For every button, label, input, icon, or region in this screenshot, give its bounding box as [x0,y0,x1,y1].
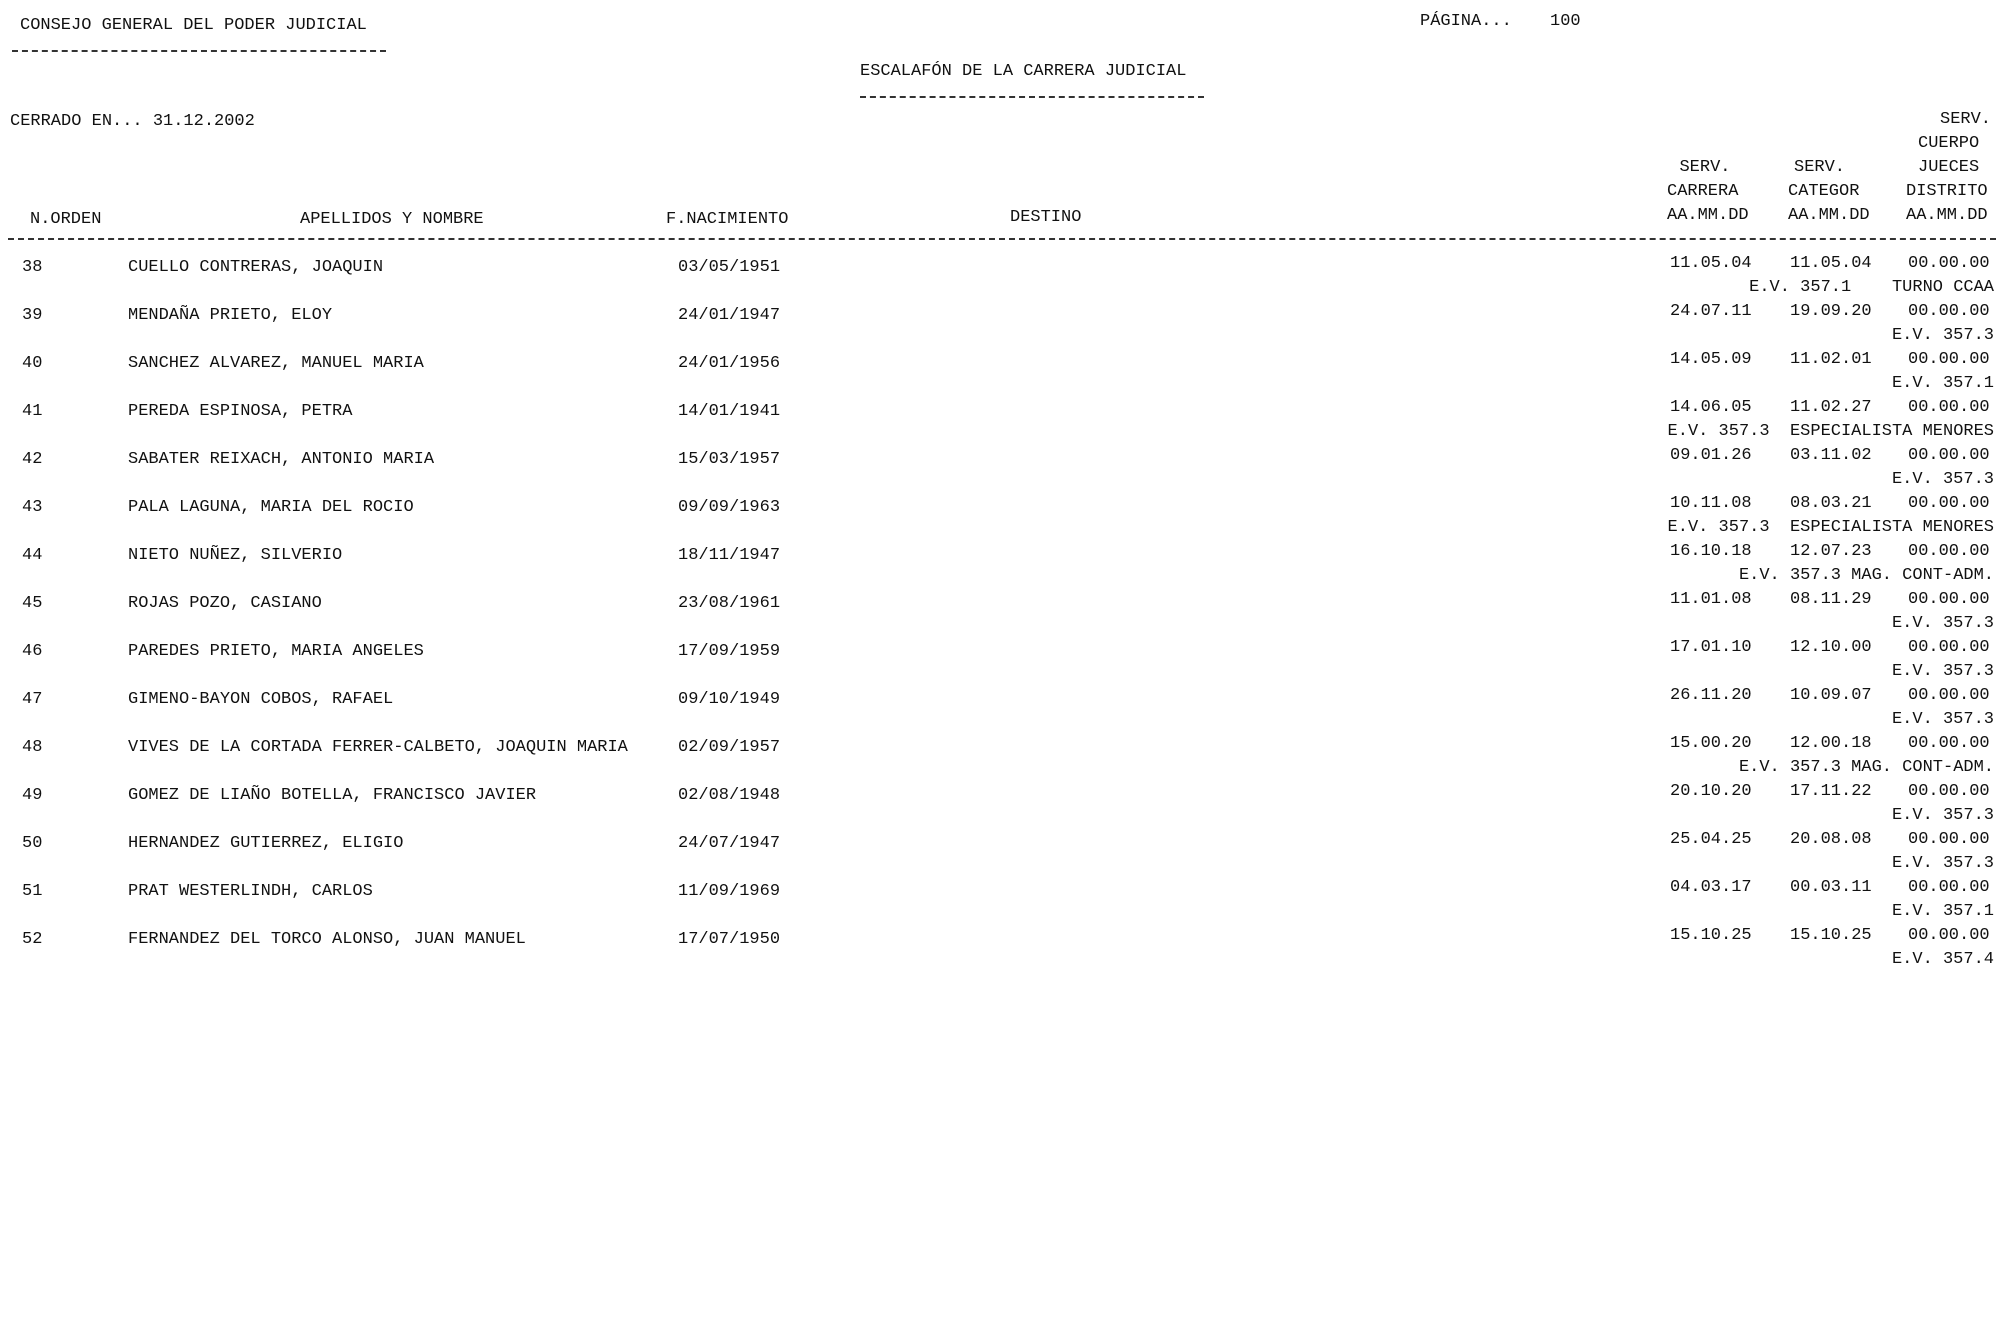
row-birth-date: 14/01/1941 [678,402,781,421]
row-name: VIVES DE LA CORTADA FERRER-CALBETO, JOAQUIN MARIA [128,738,628,757]
row-number: 40 [22,354,43,373]
row-name: MENDAÑA PRIETO, ELOY [128,306,333,325]
organization-underline [12,50,386,52]
row-serv-carrera: 10.11.08 [1670,494,1752,513]
row-note: E.V. 357.3 MAG. CONT-ADM. [1738,758,1994,777]
organization-name: CONSEJO GENERAL DEL PODER JUDICIAL [20,16,367,35]
table-row [0,350,2000,402]
row-serv-jueces: 00.00.00 [1908,254,1990,273]
row-birth-date: 09/09/1963 [678,498,781,517]
row-serv-jueces: 00.00.00 [1908,830,1990,849]
row-serv-categor: 11.05.04 [1790,254,1872,273]
row-serv-categor: 12.07.23 [1790,542,1872,561]
col-header-jueces-4: DISTRITO [1906,182,1988,201]
row-note: E.V. 357.3 [1891,326,1994,345]
row-serv-carrera: 11.05.04 [1670,254,1752,273]
table-row [0,830,2000,882]
row-serv-carrera: 15.00.20 [1670,734,1752,753]
row-birth-date: 24/01/1947 [678,306,781,325]
row-serv-categor: 11.02.01 [1790,350,1872,369]
row-number: 43 [22,498,43,517]
col-header-categor-2: CATEGOR [1788,182,1860,201]
row-name: PAREDES PRIETO, MARIA ANGELES [128,642,424,661]
row-serv-carrera: 25.04.25 [1670,830,1752,849]
row-birth-date: 02/08/1948 [678,786,781,805]
row-birth-date: 18/11/1947 [678,546,781,565]
row-serv-jueces: 00.00.00 [1908,350,1990,369]
row-note: E.V. 357.4 [1891,950,1994,969]
row-number: 41 [22,402,43,421]
row-serv-jueces: 00.00.00 [1908,494,1990,513]
col-header-categor-1: SERV. [1794,158,1846,177]
row-number: 48 [22,738,43,757]
row-number: 47 [22,690,43,709]
row-serv-jueces: 00.00.00 [1908,398,1990,417]
row-name: SABATER REIXACH, ANTONIO MARIA [128,450,435,469]
row-serv-categor: 08.03.21 [1790,494,1872,513]
row-birth-date: 17/07/1950 [678,930,781,949]
col-header-categor-3: AA.MM.DD [1788,206,1870,225]
row-note: E.V. 357.3 [1891,854,1994,873]
page-number: 100 [1550,12,1581,31]
row-serv-categor: 17.11.22 [1790,782,1872,801]
title-underline [860,96,1204,98]
table-row [0,494,2000,546]
row-name: NIETO NUÑEZ, SILVERIO [128,546,343,565]
row-name: GIMENO-BAYON COBOS, RAFAEL [128,690,394,709]
row-note: E.V. 357.3 ESPECIALISTA MENORES [1667,518,1994,537]
row-serv-carrera: 09.01.26 [1670,446,1752,465]
row-serv-jueces: 00.00.00 [1908,782,1990,801]
row-note: E.V. 357.3 MAG. CONT-ADM. [1738,566,1994,585]
row-note: E.V. 357.3 [1891,470,1994,489]
table-row [0,878,2000,930]
row-number: 52 [22,930,43,949]
row-serv-categor: 10.09.07 [1790,686,1872,705]
row-name: PRAT WESTERLINDH, CARLOS [128,882,373,901]
row-serv-carrera: 26.11.20 [1670,686,1752,705]
row-birth-date: 15/03/1957 [678,450,781,469]
row-serv-jueces: 00.00.00 [1908,302,1990,321]
row-number: 44 [22,546,43,565]
row-name: PALA LAGUNA, MARIA DEL ROCIO [128,498,414,517]
row-serv-categor: 19.09.20 [1790,302,1872,321]
row-birth-date: 09/10/1949 [678,690,781,709]
row-serv-jueces: 00.00.00 [1908,638,1990,657]
table-row [0,734,2000,786]
row-serv-carrera: 14.05.09 [1670,350,1752,369]
row-serv-categor: 00.03.11 [1790,878,1872,897]
col-header-orden: N.ORDEN [30,210,102,229]
col-header-destino: DESTINO [1010,208,1082,227]
row-number: 46 [22,642,43,661]
col-header-carrera-3: AA.MM.DD [1667,206,1749,225]
col-header-carrera-2: CARRERA [1667,182,1739,201]
row-name: FERNANDEZ DEL TORCO ALONSO, JUAN MANUEL [128,930,526,949]
row-note: E.V. 357.1 [1891,374,1994,393]
row-serv-categor: 12.10.00 [1790,638,1872,657]
row-birth-date: 23/08/1961 [678,594,781,613]
row-name: GOMEZ DE LIAÑO BOTELLA, FRANCISCO JAVIER [128,786,537,805]
row-serv-carrera: 17.01.10 [1670,638,1752,657]
row-serv-jueces: 00.00.00 [1908,686,1990,705]
row-note: E.V. 357.1 TURNO CCAA [1749,278,1994,297]
header-separator [8,238,1996,240]
row-serv-categor: 11.02.27 [1790,398,1872,417]
row-birth-date: 11/09/1969 [678,882,781,901]
row-note: E.V. 357.3 [1891,662,1994,681]
table-row [0,446,2000,498]
col-header-jueces-1: SERV. [1940,110,1992,129]
row-birth-date: 24/07/1947 [678,834,781,853]
row-number: 39 [22,306,43,325]
row-serv-carrera: 04.03.17 [1670,878,1752,897]
row-number: 38 [22,258,43,277]
row-note: E.V. 357.3 [1891,710,1994,729]
row-serv-jueces: 00.00.00 [1908,446,1990,465]
col-header-jueces-5: AA.MM.DD [1906,206,1988,225]
row-serv-carrera: 24.07.11 [1670,302,1752,321]
row-number: 51 [22,882,43,901]
row-serv-categor: 15.10.25 [1790,926,1872,945]
row-serv-carrera: 14.06.05 [1670,398,1752,417]
row-birth-date: 02/09/1957 [678,738,781,757]
row-number: 50 [22,834,43,853]
row-name: ROJAS POZO, CASIANO [128,594,322,613]
row-number: 42 [22,450,43,469]
row-serv-jueces: 00.00.00 [1908,926,1990,945]
row-serv-categor: 20.08.08 [1790,830,1872,849]
row-serv-carrera: 20.10.20 [1670,782,1752,801]
row-note: E.V. 357.1 [1891,902,1994,921]
table-row [0,302,2000,354]
table-row [0,590,2000,642]
row-serv-categor: 12.00.18 [1790,734,1872,753]
row-serv-categor: 03.11.02 [1790,446,1872,465]
col-header-carrera-1: SERV. [1679,158,1731,177]
row-name: CUELLO CONTRERAS, JOAQUIN [128,258,384,277]
row-birth-date: 03/05/1951 [678,258,781,277]
row-name: HERNANDEZ GUTIERREZ, ELIGIO [128,834,404,853]
page-label: PÁGINA... [1420,12,1512,31]
col-header-jueces-2: CUERPO [1918,134,1980,153]
table-row [0,782,2000,834]
row-serv-categor: 08.11.29 [1790,590,1872,609]
col-header-jueces-3: JUECES [1918,158,1980,177]
row-serv-carrera: 15.10.25 [1670,926,1752,945]
row-serv-jueces: 00.00.00 [1908,590,1990,609]
row-note: E.V. 357.3 [1891,806,1994,825]
document-title: ESCALAFÓN DE LA CARRERA JUDICIAL [860,62,1187,81]
row-birth-date: 24/01/1956 [678,354,781,373]
row-name: PEREDA ESPINOSA, PETRA [128,402,353,421]
row-name: SANCHEZ ALVAREZ, MANUEL MARIA [128,354,424,373]
row-number: 45 [22,594,43,613]
row-note: E.V. 357.3 [1891,614,1994,633]
table-row [0,638,2000,690]
col-header-nacimiento: F.NACIMIENTO [666,210,789,229]
table-row [0,542,2000,594]
table-row [0,398,2000,450]
row-serv-jueces: 00.00.00 [1908,734,1990,753]
col-header-nombre: APELLIDOS Y NOMBRE [300,210,484,229]
row-birth-date: 17/09/1959 [678,642,781,661]
row-serv-jueces: 00.00.00 [1908,542,1990,561]
closed-date: CERRADO EN... 31.12.2002 [10,112,255,131]
row-serv-carrera: 11.01.08 [1670,590,1752,609]
row-note: E.V. 357.3 ESPECIALISTA MENORES [1667,422,1994,441]
row-number: 49 [22,786,43,805]
table-row [0,254,2000,306]
row-serv-jueces: 00.00.00 [1908,878,1990,897]
table-row [0,926,2000,978]
row-serv-carrera: 16.10.18 [1670,542,1752,561]
table-row [0,686,2000,738]
